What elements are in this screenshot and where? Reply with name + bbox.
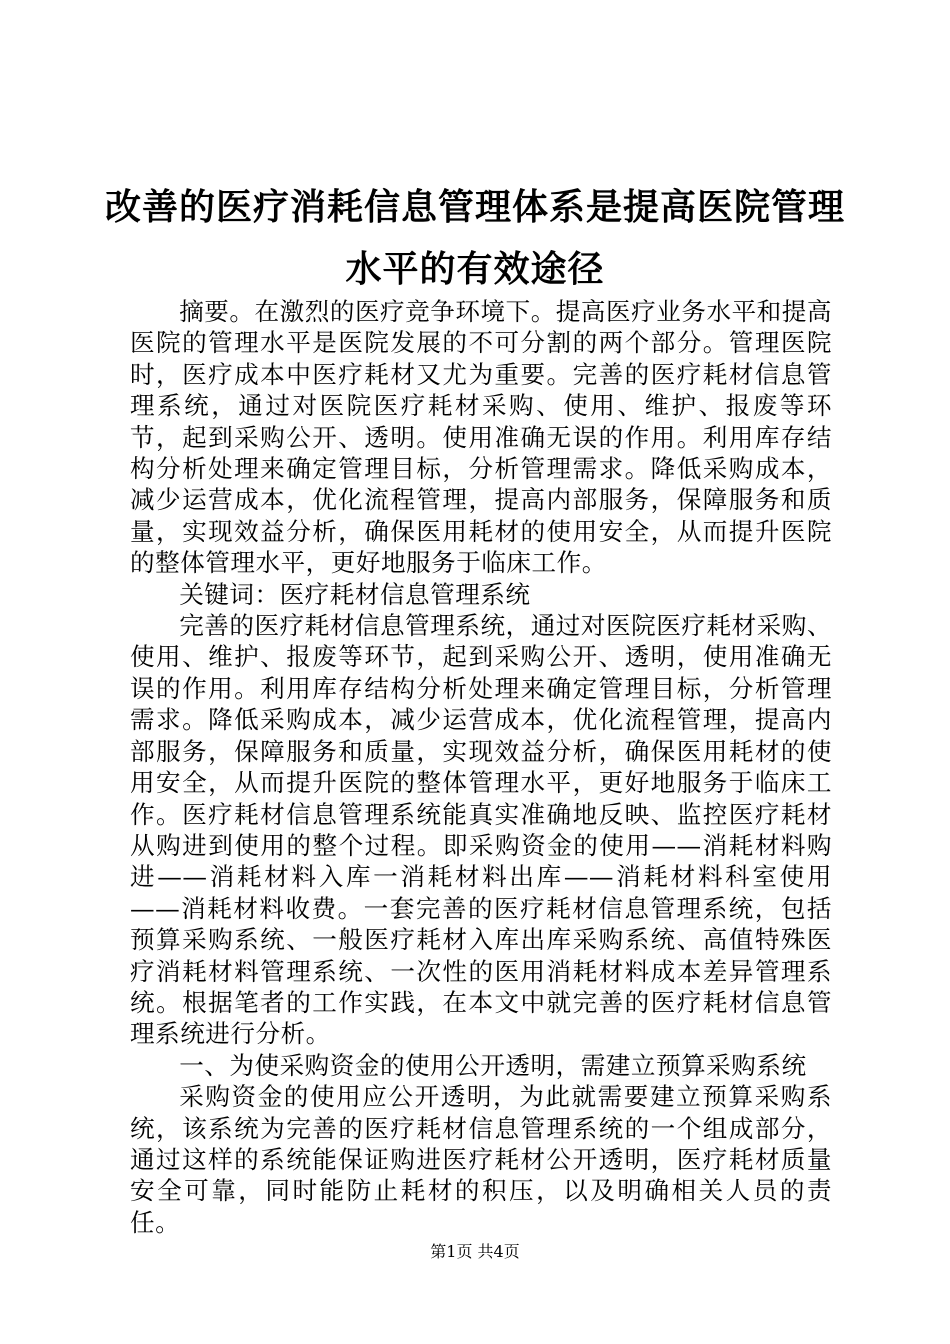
document-title-line-2: 水平的有效途径: [345, 249, 605, 290]
keywords-paragraph: 关键词：医疗耗材信息管理系统: [179, 579, 531, 609]
page-footer: 第1页 共4页: [430, 1242, 520, 1261]
section-paragraph: 采购资金的使用应公开透明，为此就需要建立预算采购系统，该系统为完善的医疗耗材信息管理系统的一个组成部分，通过这样的系统能保证购进医疗耗材公开透明，医疗耗材质量安全可靠，同时能防止耗材的积压，以及明确相关人员的责任。: [130, 1082, 832, 1237]
section-heading: 一、为使采购资金的使用公开透明，需建立预算采购系统: [179, 1050, 807, 1080]
document-title-line-1: 改善的医疗消耗信息管理体系是提高医院管理: [104, 187, 845, 228]
abstract-paragraph: 摘要。在激烈的医疗竞争环境下。提高医疗业务水平和提高医院的管理水平是医院发展的不可分割的两个部分。管理医院时，医疗成本中医疗耗材又尤为重要。完善的医疗耗材信息管理系统，通过对医院医疗耗材采购、使用、维护、报废等环节，起到采购公开、透明。使用准确无误的作用。利用库存结构分析处理来确定管理目标，分析管理需求。降低采购成本，减少运营成本，优化流程管理，提高内部服务，保障服务和质量，实现效益分析，确保医用耗材的使用安全，从而提升医院的整体管理水平，更好地服务于临床工作。: [130, 297, 832, 578]
intro-paragraph: 完善的医疗耗材信息管理系统，通过对医院医疗耗材采购、使用、维护、报废等环节，起到采购公开、透明，使用准确无误的作用。利用库存结构分析处理来确定管理目标，分析管理需求。降低采购成本，减少运营成本，优化流程管理，提高内部服务，保障服务和质量，实现效益分析，确保医用耗材的使用安全，从而提升医院的整体管理水平，更好地服务于临床工作。医疗耗材信息管理系统能真实准确地反映、监控医疗耗材从购进到使用的整个过程。即采购资金的使用——消耗材料购进——消耗材料入库一消耗材料出库——消耗材料科室使用——消耗材料收费。一套完善的医疗耗材信息管理系统，包括预算采购系统、一般医疗耗材入库出库采购系统、高值特殊医疗消耗材料管理系统、一次性的医用消耗材料成本差异管理系统。根据笔者的工作实践，在本文中就完善的医疗耗材信息管理系统进行分析。: [130, 611, 832, 1049]
document-body: [130, 296, 832, 1238]
